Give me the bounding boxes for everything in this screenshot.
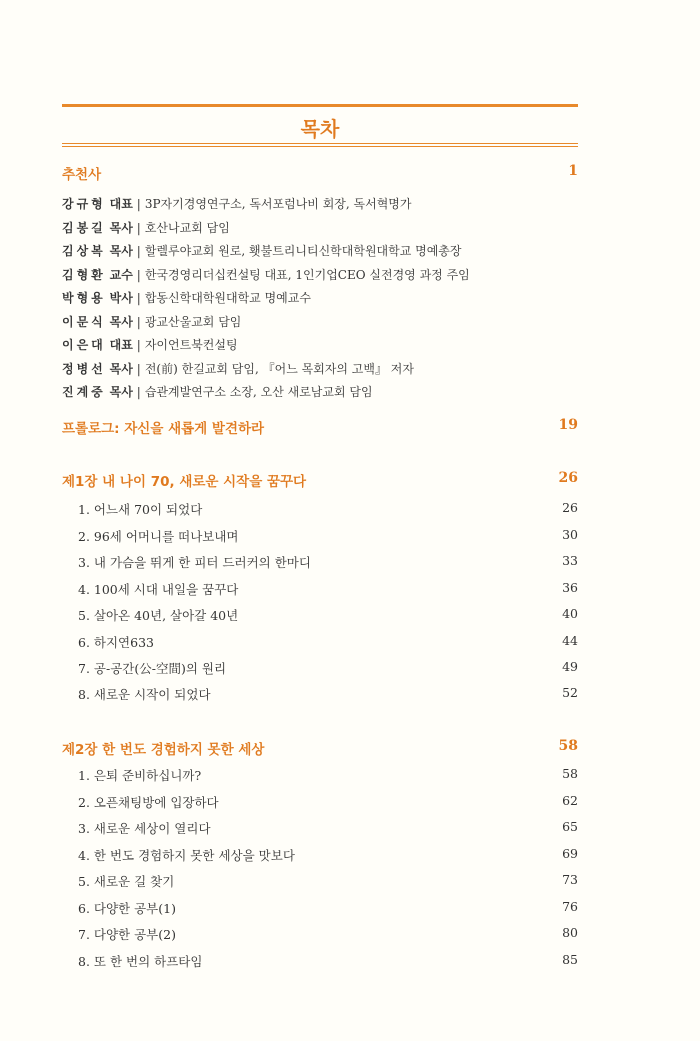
- top-rule-thin-2: [62, 146, 578, 147]
- toc-section-prologue[interactable]: [62, 417, 578, 439]
- endorser-row: 이은대 대표 | 자이언트북컨설팅: [62, 338, 238, 352]
- endorser-row: 김봉길 목사 | 호산나교회 담임: [62, 221, 230, 235]
- top-rule-thin-1: [62, 143, 578, 144]
- toc-item[interactable]: 7. 공-공간(公-空間)의 원리 49: [78, 659, 578, 676]
- toc-item[interactable]: 8. 또 한 번의 하프타임 85: [78, 952, 578, 969]
- toc-item[interactable]: 7. 다양한 공부(2) 80: [78, 925, 578, 942]
- chapter-title: 제2장 한 번도 경험하지 못한 세상: [62, 742, 265, 758]
- toc-item[interactable]: 6. 하지연633 44: [78, 633, 578, 650]
- endorser-row: 박형용 박사 | 합동신학대학원대학교 명예교수: [62, 291, 311, 305]
- section-title: 추천사: [62, 167, 102, 183]
- toc-item[interactable]: 8. 새로운 시작이 되었다 52: [78, 685, 578, 702]
- toc-chapter-1[interactable]: [62, 470, 578, 492]
- toc-item[interactable]: 5. 살아온 40년, 살아갈 40년 40: [78, 606, 578, 623]
- chapter-title: 제1장 내 나이 70, 새로운 시작을 꿈꾸다: [62, 474, 307, 490]
- endorser-row: 김상복 목사 | 할렐루야교회 원로, 횃불트리니티신학대학원대학교 명예총장: [62, 244, 462, 258]
- endorser-row: 정병선 목사 | 전(前) 한길교회 담임, 『어느 목회자의 고백』 저자: [62, 362, 414, 376]
- endorser-row: 김형환 교수 | 한국경영리더십컨설팅 대표, 1인기업CEO 실전경영 과정 주임: [62, 268, 470, 282]
- toc-section-recommend[interactable]: [62, 163, 578, 185]
- toc-item[interactable]: 6. 다양한 공부(1) 76: [78, 899, 578, 916]
- toc-item[interactable]: 4. 한 번도 경험하지 못한 세상을 맛보다 69: [78, 846, 578, 863]
- toc-item[interactable]: 3. 내 가슴을 뛰게 한 피터 드러커의 한마디 33: [78, 553, 578, 570]
- toc-item[interactable]: 4. 100세 시대 내일을 꿈꾸다 36: [78, 580, 578, 597]
- toc-item[interactable]: 5. 새로운 길 찾기 73: [78, 872, 578, 889]
- endorser-row: 강규형 대표 | 3P자기경영연구소, 독서포럼나비 회장, 독서혁명가: [62, 197, 412, 211]
- chapter-page: 58: [558, 738, 578, 754]
- section-page: 1: [568, 163, 578, 179]
- toc-item[interactable]: 2. 96세 어머니를 떠나보내며 30: [78, 527, 578, 544]
- toc-item[interactable]: 1. 어느새 70이 되었다 26: [78, 500, 578, 517]
- chapter-page: 26: [558, 470, 578, 486]
- endorser-row: 이문식 목사 | 광교산울교회 담임: [62, 315, 242, 329]
- section-page: 19: [558, 417, 578, 433]
- page-title: 목차: [300, 117, 340, 141]
- toc-item[interactable]: 2. 오픈채팅방에 입장하다 62: [78, 793, 578, 810]
- top-rule-thick: [62, 104, 578, 107]
- endorser-row: 진계중 목사 | 습관계발연구소 소장, 오산 새로남교회 담임: [62, 385, 373, 399]
- toc-item[interactable]: 3. 새로운 세상이 열리다 65: [78, 819, 578, 836]
- toc-item[interactable]: 1. 은퇴 준비하십니까? 58: [78, 766, 578, 783]
- section-title: 프롤로그: 자신을 새롭게 발견하라: [62, 421, 265, 437]
- toc-chapter-2[interactable]: [62, 738, 578, 760]
